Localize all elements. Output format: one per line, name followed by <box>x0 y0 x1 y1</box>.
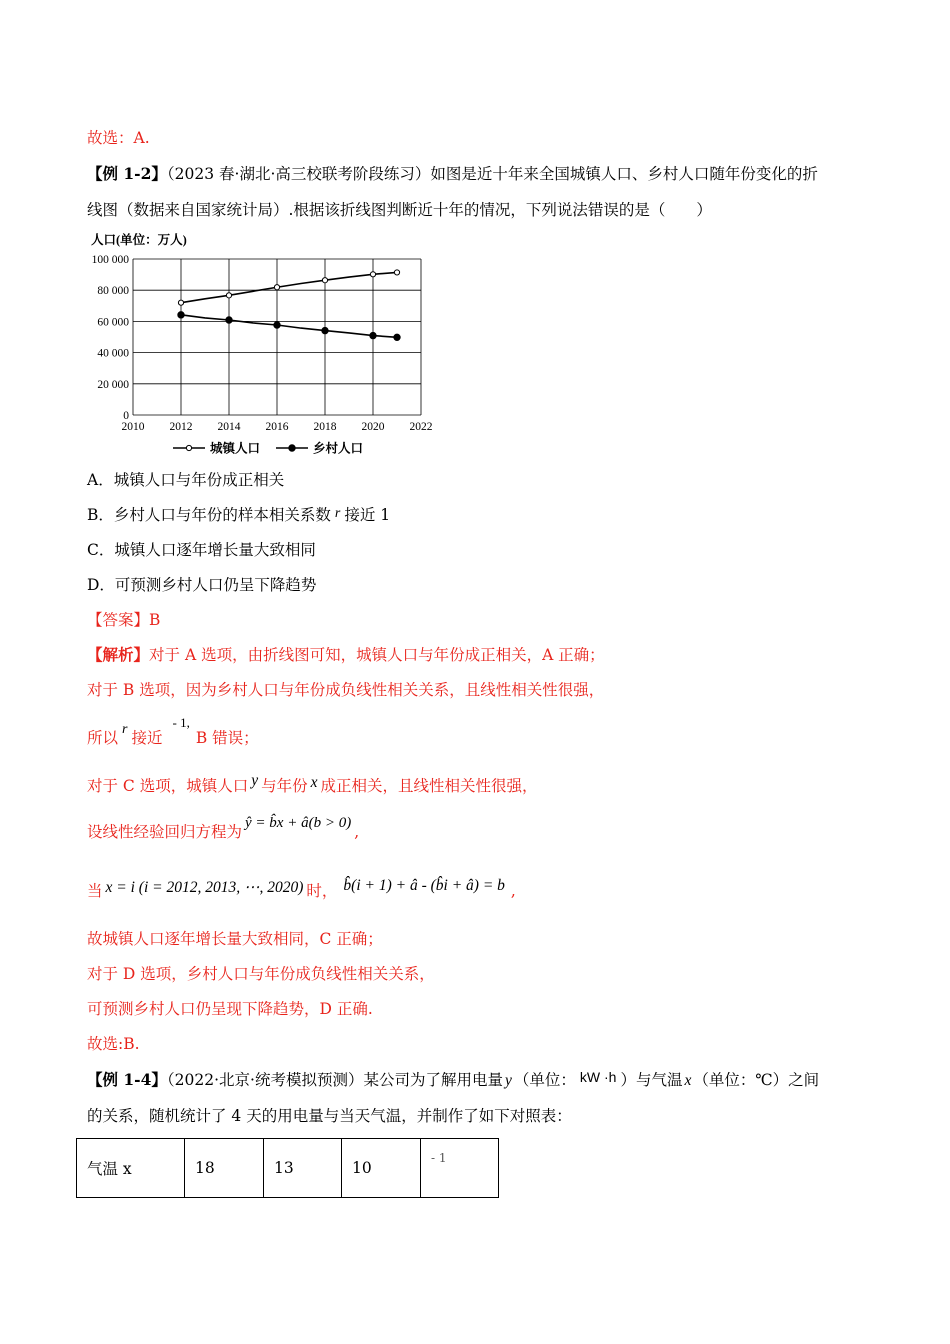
legend-rural-label: 乡村人口 <box>313 441 364 456</box>
urban-data-point <box>322 278 327 283</box>
urban-data-point <box>178 300 183 305</box>
x-tick-label: 2012 <box>169 421 193 433</box>
analysis-line8: 对于 D 选项，乡村人口与年份成负线性相关关系， <box>87 965 435 983</box>
temperature-table <box>76 1138 499 1198</box>
regression-equation: ŷ = b̂x + â(b > 0) <box>245 815 352 831</box>
x-tick-label: 2014 <box>217 421 241 433</box>
analysis-text: 对于 A 选项，由折线图可知，城镇人口与年份成正相关，A 正确； <box>149 646 605 664</box>
example-1-2-line1 <box>87 164 818 184</box>
urban-data-point <box>226 293 231 298</box>
x-tick-label: 2022 <box>409 421 433 433</box>
y-tick-label: 80 000 <box>97 285 129 298</box>
analysis-line3 <box>87 715 259 750</box>
conclusion-b: 故选:B. <box>87 1035 140 1053</box>
chart-title: 人口(单位：万人) <box>91 233 187 247</box>
urban-data-point <box>274 285 279 290</box>
analysis3-pre: 所以 <box>87 729 119 747</box>
example-text-mid2: ）与气温 <box>620 1071 683 1089</box>
legend-urban-label: 城镇人口 <box>210 441 261 456</box>
x-tick-label: 2016 <box>265 421 289 433</box>
analysis-line5 <box>87 815 360 843</box>
example-tag: 【例 1-4】 <box>87 1070 167 1089</box>
minus-one-value: - 1, <box>172 715 190 730</box>
example-1-4-line2: 的关系，随机统计了 4 天的用电量与当天气温，并制作了如下对照表： <box>87 1107 572 1125</box>
y-symbol: y <box>251 772 259 789</box>
x-tick-label: 2018 <box>313 421 337 433</box>
answer: 【答案】B <box>87 611 161 629</box>
y-tick-label: 100 000 <box>91 254 129 266</box>
analysis4-post: 成正相关，且线性相关性很强， <box>320 777 538 795</box>
x-axis-ticks <box>122 421 433 433</box>
unit-kwh: kW ·h <box>579 1069 617 1085</box>
example-text-mid: （单位： <box>513 1071 576 1089</box>
y-axis-ticks <box>92 254 130 422</box>
analysis3-mid: 接近 <box>131 729 163 747</box>
example-text: （2023 春·湖北·高三校联考阶段练习）如图是近十年来全国城镇人口、乡村人口随年份变化的折 <box>166 165 818 183</box>
table-row <box>77 1139 499 1198</box>
option-c: C．城镇人口逐年增长量大致相同 <box>87 541 316 559</box>
rural-data-point <box>178 312 184 318</box>
urban-population-line <box>181 272 397 302</box>
example-1-2-line2: 线图（数据来自国家统计局）.根据该折线图判断近十年的情况，下列说法错误的是（ ） <box>87 201 712 219</box>
x-tick-label: 2010 <box>121 421 145 433</box>
y-tick-label: 20 000 <box>97 378 129 391</box>
option-d: D．可预测乡村人口仍呈下降趋势 <box>87 576 317 594</box>
table-cell-header: 气温 x <box>77 1139 185 1198</box>
chart-series <box>178 270 400 341</box>
y-tick-label: 40 000 <box>97 347 129 360</box>
y-tick-label: 0 <box>123 410 129 422</box>
chart-grid <box>133 259 421 415</box>
analysis-line2: 对于 B 选项，因为乡村人口与年份成负线性相关关系，且线性相关性很强， <box>87 681 605 699</box>
table-cell: 13 <box>264 1139 342 1198</box>
analysis6-mid: 时， <box>306 882 338 900</box>
option-b-text-end: 接近 1 <box>344 506 391 524</box>
option-a: A．城镇人口与年份成正相关 <box>87 471 285 489</box>
example-tag: 【例 1-2】 <box>87 164 167 183</box>
analysis4-pre: 对于 C 选项，城镇人口 <box>87 777 249 795</box>
analysis-line4 <box>87 772 538 797</box>
rural-data-point <box>274 322 280 328</box>
analysis3-post: B 错误； <box>195 729 259 747</box>
analysis-line9: 可预测乡村人口仍呈现下降趋势，D 正确. <box>87 1000 373 1018</box>
population-line-chart <box>85 232 445 464</box>
index-equation: x = i (i = 2012, 2013, ⋯, 2020) <box>105 879 304 896</box>
analysis5-pre: 设线性经验回归方程为 <box>87 823 243 841</box>
analysis-line6 <box>87 877 516 902</box>
legend-marker <box>186 445 191 450</box>
urban-data-point <box>370 272 375 277</box>
rural-population-line <box>181 315 397 337</box>
urban-data-point <box>394 270 399 275</box>
x-symbol: x <box>310 774 318 791</box>
analysis-tag: 【解析】 <box>87 645 150 664</box>
analysis6-post: , <box>510 882 516 900</box>
analysis5-post: , <box>354 823 360 841</box>
analysis4-mid: 与年份 <box>261 777 308 795</box>
x-symbol: x <box>684 1072 692 1089</box>
example-1-4-line1 <box>87 1070 819 1091</box>
rural-data-point <box>370 332 376 338</box>
example-text-end: （单位：℃）之间 <box>693 1071 820 1089</box>
option-b-text: B．乡村人口与年份的样本相关系数 <box>87 506 331 524</box>
table-cell: 18 <box>185 1139 264 1198</box>
table-cell: 10 <box>342 1139 421 1198</box>
x-tick-label: 2020 <box>361 421 385 433</box>
legend-marker <box>289 445 295 451</box>
table-cell: - 1 <box>421 1139 499 1198</box>
analysis-line1 <box>87 645 605 665</box>
rural-data-point <box>322 327 328 333</box>
y-symbol: y <box>504 1072 512 1089</box>
analysis-line7: 故城镇人口逐年增长量大致相同，C 正确； <box>87 930 383 948</box>
conclusion-a: 故选：A. <box>87 129 150 147</box>
example-text: （2022·北京·统考模拟预测）某公司为了解用电量 <box>166 1071 503 1089</box>
difference-equation: b̂(i + 1) + â - (b̂i + â) = b <box>343 877 505 894</box>
analysis6-pre: 当 <box>87 882 103 900</box>
r-symbol: r <box>334 506 341 521</box>
y-tick-label: 60 000 <box>97 316 129 329</box>
rural-data-point <box>226 317 232 323</box>
rural-data-point <box>394 334 400 340</box>
r-symbol: r <box>122 722 128 737</box>
chart-legend <box>173 441 363 456</box>
option-b <box>87 505 390 527</box>
